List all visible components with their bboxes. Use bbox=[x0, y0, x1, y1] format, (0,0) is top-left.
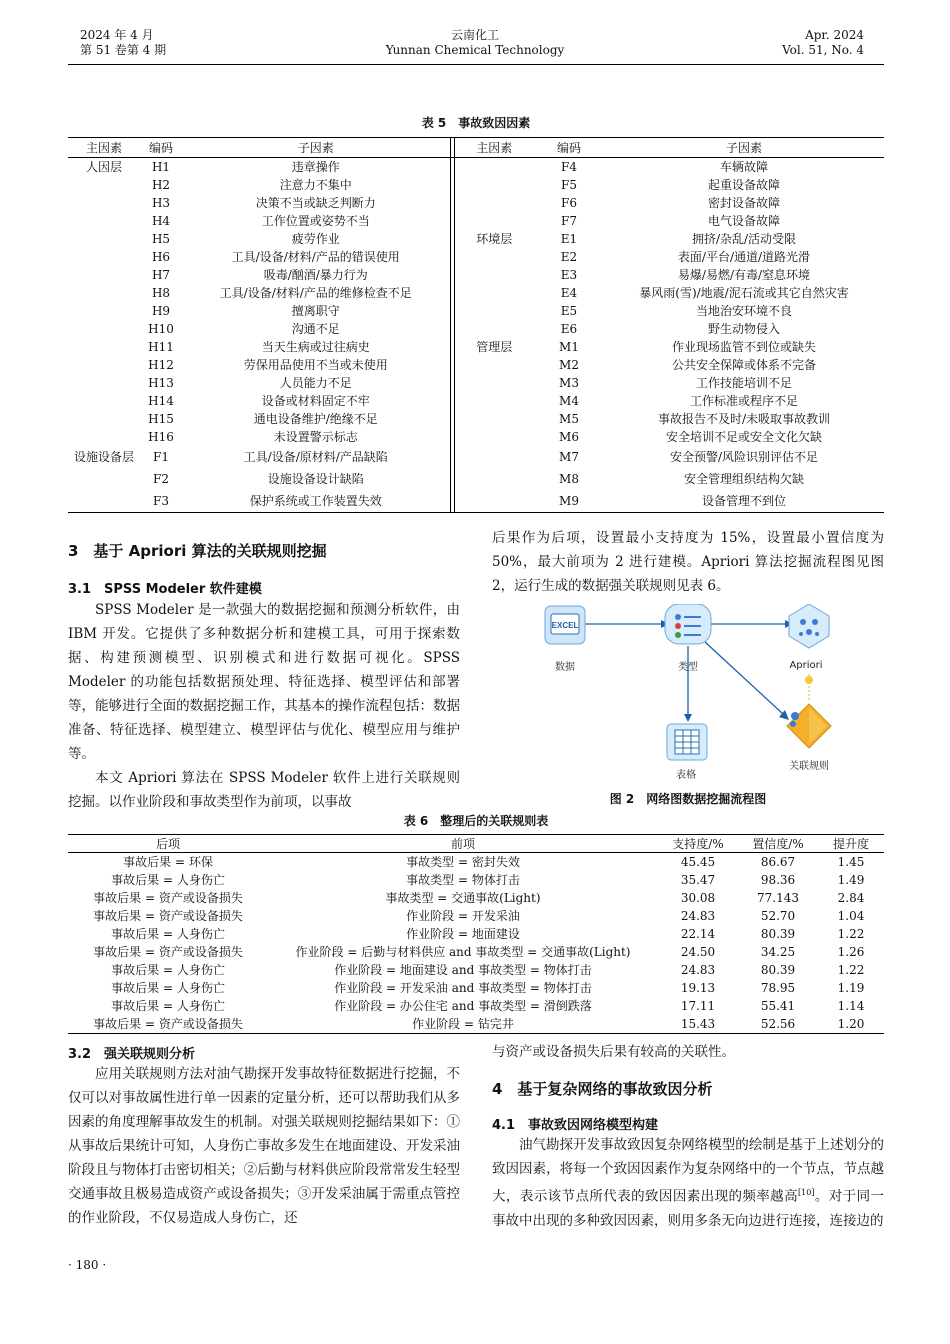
table5-cell: H4 bbox=[151, 214, 171, 228]
section3-1-title: 3.1 SPSS Modeler 软件建模 bbox=[68, 582, 262, 597]
table5-cell: 事故报告不及时/未吸取事故教训 bbox=[657, 412, 831, 426]
table5-cell: 擅离职守 bbox=[291, 304, 340, 318]
table6-row bbox=[68, 997, 884, 1015]
table5-row bbox=[68, 266, 884, 284]
table5-header-cell: 编码 bbox=[534, 138, 604, 158]
figure2 bbox=[543, 604, 833, 782]
table5-cell bbox=[68, 392, 140, 410]
table6-cell: 19.13 bbox=[680, 981, 716, 995]
table6-cell: 77.143 bbox=[757, 891, 799, 905]
table6-cell: 事故后果 = 资产或设备损失 bbox=[93, 1017, 243, 1031]
table5-cell bbox=[454, 356, 534, 374]
table5-cell: 违章操作 bbox=[291, 160, 340, 174]
table6-cell: 52.70 bbox=[760, 909, 796, 923]
table5-cell: 电气设备故障 bbox=[707, 214, 780, 228]
table5-cell: 工作标准或程序不足 bbox=[689, 394, 798, 408]
table5-row bbox=[68, 392, 884, 410]
table5-cell: H2 bbox=[151, 178, 171, 192]
table5-cell: M4 bbox=[559, 394, 579, 408]
table6-cell: 事故后果 = 人身伤亡 bbox=[111, 981, 225, 995]
table5-cell: 当地治安环境不良 bbox=[695, 304, 792, 318]
table6-cell: 1.14 bbox=[837, 999, 865, 1013]
table5-row bbox=[68, 468, 884, 490]
table5-cell: E4 bbox=[560, 286, 578, 300]
table6-cell: 事故后果 = 人身伤亡 bbox=[111, 873, 225, 887]
table6-cell: 24.50 bbox=[680, 945, 716, 959]
table5-cell: E6 bbox=[560, 322, 578, 336]
header-date: 2024 年 4 月 bbox=[80, 28, 154, 42]
table6-cell: 15.43 bbox=[680, 1017, 716, 1031]
table6-cell: 事故类型 = 物体打击 bbox=[406, 873, 520, 887]
table5-cell: 工作技能培训不足 bbox=[695, 376, 792, 390]
table5-row bbox=[68, 248, 884, 266]
table5-cell bbox=[454, 410, 534, 428]
citation-ref: [10] bbox=[798, 1188, 815, 1197]
section3-2-para: 应用关联规则方法对油气勘探开发事故特征数据进行挖掘，不仅可以对事故属性进行单一因素的定量分析，还可以帮助我们从多因素的角度理解事故发生的机制。对强关联规则挖掘结果如下：①从事故后果统计可知，人身伤亡事故多发生在地面建设、开发采油阶段且与物体打击密切相关；②后勤与材料供应阶段常常发生轻型交通事故且极易造成资产或设备损失；③开发采油属于需重点管控的作业阶段，不仅易造成人身伤亡，还 bbox=[68, 1066, 460, 1226]
table5-cell: 车辆故障 bbox=[719, 160, 768, 174]
header-right bbox=[782, 28, 864, 58]
table5-cell: 决策不当或缺乏判断力 bbox=[255, 196, 376, 210]
header-volume: 第 51 卷第 4 期 bbox=[80, 43, 167, 57]
table5-cell: M7 bbox=[559, 450, 579, 464]
table6-cell: 事故后果 = 资产或设备损失 bbox=[93, 909, 243, 923]
table5-cell: H6 bbox=[151, 250, 171, 264]
table5-cell: M2 bbox=[559, 358, 579, 372]
table5-row bbox=[68, 194, 884, 212]
section4-para-text-cont: 。对于同一事故中出现的多种致因因素，则用多条无向边进行连接，连接边的 bbox=[492, 1188, 885, 1229]
table6-cell: 作业阶段 = 办公住宅 and 事故类型 = 滑倒跌落 bbox=[334, 999, 592, 1013]
table5-cell bbox=[68, 374, 140, 392]
table5-cell: F4 bbox=[561, 160, 577, 174]
table6-cell: 事故类型 = 交通事故(Light) bbox=[385, 891, 541, 905]
table5-row bbox=[68, 212, 884, 230]
table6-row bbox=[68, 925, 884, 943]
table5-cell: 通电设备维护/绝缘不足 bbox=[253, 412, 378, 426]
table5-cell: 设施设备层 bbox=[73, 450, 134, 464]
table6 bbox=[68, 834, 884, 1034]
table5-cell: H16 bbox=[148, 430, 174, 444]
table6-row bbox=[68, 907, 884, 925]
table5-cell bbox=[68, 356, 140, 374]
table5-cell bbox=[68, 468, 140, 490]
table5-cell: 吸毒/酗酒/暴力行为 bbox=[263, 268, 368, 282]
table5-cell: 环境层 bbox=[476, 232, 513, 246]
table5-cell bbox=[454, 428, 534, 446]
table5-row bbox=[68, 490, 884, 513]
table5-row bbox=[68, 284, 884, 302]
table5-cell: M1 bbox=[559, 340, 579, 354]
table5-cell: E3 bbox=[560, 268, 578, 282]
table6-cell: 78.95 bbox=[760, 981, 796, 995]
table5-cell: H9 bbox=[151, 304, 171, 318]
table5-cell: 沟通不足 bbox=[291, 322, 340, 336]
table5-cell: E2 bbox=[560, 250, 578, 264]
table5-header-cell: 子因素 bbox=[182, 138, 450, 158]
table5-cell: 疲劳作业 bbox=[291, 232, 340, 246]
table6-cell: 事故后果 = 人身伤亡 bbox=[111, 963, 225, 977]
table5-cell: H12 bbox=[148, 358, 174, 372]
table6-cell: 30.08 bbox=[680, 891, 716, 905]
apriori-sun-icon bbox=[805, 676, 813, 684]
table5-cell bbox=[454, 320, 534, 338]
table5-cell: 密封设备故障 bbox=[707, 196, 780, 210]
table5-caption: 表 5 事故致因因素 bbox=[421, 116, 531, 130]
table5-header-row bbox=[68, 138, 884, 158]
table5-cell: 设备管理不到位 bbox=[701, 494, 786, 508]
table6-cell: 作业阶段 = 地面建设 bbox=[406, 927, 520, 941]
section3-2-cont: 与资产或设备损失后果有较高的关联性。 bbox=[492, 1044, 735, 1060]
header-date-en: Apr. 2024 bbox=[805, 28, 864, 42]
table5-header-cell: 子因素 bbox=[604, 138, 884, 158]
table6-header-cell: 支持度/% bbox=[658, 835, 738, 853]
table5-row bbox=[68, 356, 884, 374]
table6-cell: 1.22 bbox=[837, 963, 865, 977]
table5-cell: H11 bbox=[148, 340, 174, 354]
header-volume-en: Vol. 51, No. 4 bbox=[782, 43, 864, 57]
table5-cell bbox=[454, 468, 534, 490]
table5-cell: M8 bbox=[559, 472, 579, 486]
node-label-table: 表格 bbox=[676, 770, 696, 781]
figure2-caption: 图 2 网络图数据挖掘流程图 bbox=[609, 792, 767, 806]
table5-cell: 注意力不集中 bbox=[279, 178, 352, 192]
section4-para-text: 油气勘探开发事故致因复杂网络模型的绘制是基于上述划分的致因因素，将每一个致因因素作为复杂网络中的一个节点，节点越大，表示该节点所代表的致因因素出现的频率越高 bbox=[492, 1137, 884, 1205]
table5-cell bbox=[68, 248, 140, 266]
section3-title: 3 基于 Apriori 算法的关联规则挖掘 bbox=[68, 542, 327, 560]
table5-cell bbox=[454, 490, 534, 513]
table6-cell: 45.45 bbox=[680, 855, 716, 869]
table6-row bbox=[68, 889, 884, 907]
table5-cell: H7 bbox=[151, 268, 171, 282]
table6-cell: 作业阶段 = 开发采油 and 事故类型 = 物体打击 bbox=[334, 981, 592, 995]
table5-cell bbox=[68, 490, 140, 513]
table5-cell bbox=[454, 248, 534, 266]
table6-cell: 作业阶段 = 后勤与材料供应 and 事故类型 = 交通事故(Light) bbox=[295, 945, 631, 959]
table5-row bbox=[68, 374, 884, 392]
table5-row bbox=[68, 410, 884, 428]
table6-cell: 86.67 bbox=[760, 855, 796, 869]
table5-row bbox=[68, 302, 884, 320]
section3-1-para2: 本文 Apriori 算法在 SPSS Modeler 软件上进行关联规则挖掘。以作业阶段和事故类型作为前项，以事故 bbox=[68, 770, 460, 810]
table5-cell bbox=[68, 194, 140, 212]
table6-header-row bbox=[68, 835, 884, 853]
table5-cell: 表面/平台/通道/道路光滑 bbox=[677, 250, 811, 264]
page-number: · 180 · bbox=[68, 1258, 107, 1272]
node-label-apriori: Apriori bbox=[789, 660, 823, 671]
table5 bbox=[68, 137, 884, 513]
table5-cell: H13 bbox=[148, 376, 174, 390]
table5-row bbox=[68, 428, 884, 446]
table5-cell bbox=[68, 302, 140, 320]
table5-row bbox=[68, 338, 884, 356]
table6-cell: 80.39 bbox=[760, 963, 796, 977]
section4-1-para bbox=[492, 1133, 884, 1233]
table5-cell: F3 bbox=[153, 494, 169, 508]
table5-cell: 安全预警/风险识别评估不足 bbox=[669, 450, 819, 464]
table5-cell: M5 bbox=[559, 412, 579, 426]
table6-cell: 1.04 bbox=[837, 909, 865, 923]
section4-title: 4 基于复杂网络的事故致因分析 bbox=[492, 1080, 713, 1098]
table5-header-cell: 主因素 bbox=[68, 138, 140, 158]
table6-row bbox=[68, 961, 884, 979]
table6-cell: 事故后果 = 人身伤亡 bbox=[111, 999, 225, 1013]
table5-cell: H14 bbox=[148, 394, 174, 408]
table6-header-cell: 提升度 bbox=[818, 835, 884, 853]
table5-cell: 拥挤/杂乱/活动受限 bbox=[691, 232, 797, 246]
table5-cell bbox=[68, 230, 140, 248]
table5-cell bbox=[454, 374, 534, 392]
table6-cell: 98.36 bbox=[760, 873, 796, 887]
table5-cell: 保护系统或工作装置失效 bbox=[249, 494, 382, 508]
table6-cell: 事故后果 = 环保 bbox=[123, 855, 213, 869]
table5-cell: E5 bbox=[560, 304, 578, 318]
table5-row bbox=[68, 158, 884, 177]
table6-caption: 表 6 整理后的关联规则表 bbox=[403, 814, 549, 828]
table5-cell bbox=[68, 284, 140, 302]
table6-cell: 2.84 bbox=[837, 891, 865, 905]
table5-cell: H3 bbox=[151, 196, 171, 210]
table5-cell bbox=[454, 212, 534, 230]
figure2-flowchart bbox=[543, 604, 833, 782]
table5-cell: 管理层 bbox=[476, 340, 513, 354]
table6-cell: 事故后果 = 资产或设备损失 bbox=[93, 945, 243, 959]
section4-1-title: 4.1 事故致因网络模型构建 bbox=[492, 1118, 659, 1133]
table5-body bbox=[68, 158, 884, 513]
table5-cell bbox=[454, 158, 534, 177]
table5-cell: M9 bbox=[559, 494, 579, 508]
table5-cell bbox=[68, 428, 140, 446]
table5-cell: 安全培训不足或安全文化欠缺 bbox=[665, 430, 822, 444]
table6-cell: 52.56 bbox=[760, 1017, 796, 1031]
table5-cell: 安全管理组织结构欠缺 bbox=[683, 472, 804, 486]
table6-row bbox=[68, 943, 884, 961]
table6-cell: 1.19 bbox=[837, 981, 865, 995]
table6-cell: 24.83 bbox=[680, 963, 716, 977]
table5-cell: H10 bbox=[148, 322, 174, 336]
apriori-node-icon bbox=[789, 604, 829, 648]
table5-cell: F5 bbox=[561, 178, 577, 192]
table5-cell bbox=[68, 176, 140, 194]
table5-cell: 人员能力不足 bbox=[279, 376, 352, 390]
table6-body bbox=[68, 853, 884, 1034]
table5-row bbox=[68, 320, 884, 338]
table6-cell: 35.47 bbox=[680, 873, 716, 887]
table5-cell: 人因层 bbox=[85, 160, 122, 174]
table5-header-cell: 编码 bbox=[140, 138, 182, 158]
table5-cell bbox=[454, 176, 534, 194]
type-node-icon bbox=[665, 604, 711, 644]
table5-cell: 作业现场监管不到位或缺失 bbox=[671, 340, 816, 354]
table5-cell: F2 bbox=[153, 472, 169, 486]
table6-cell: 1.49 bbox=[837, 873, 865, 887]
table5-cell: 工具/设备/材料/产品的错误使用 bbox=[231, 250, 400, 264]
table5-cell bbox=[454, 392, 534, 410]
table5-cell: H5 bbox=[151, 232, 171, 246]
table6-cell: 事故后果 = 资产或设备损失 bbox=[93, 891, 243, 905]
table5-cell: E1 bbox=[560, 232, 578, 246]
header-rule bbox=[68, 64, 884, 65]
table6-cell: 事故类型 = 密封失效 bbox=[406, 855, 520, 869]
table5-cell bbox=[68, 266, 140, 284]
table5-cell: 设施设备设计缺陷 bbox=[267, 472, 364, 486]
table5-cell: H15 bbox=[148, 412, 174, 426]
table5-cell: 设备或材料固定不牢 bbox=[261, 394, 370, 408]
table6-cell: 1.45 bbox=[837, 855, 865, 869]
table5-cell bbox=[454, 302, 534, 320]
table5-cell: 暴风雨(雪)/地震/泥石流或其它自然灾害 bbox=[639, 286, 849, 300]
section3-1-para1: SPSS Modeler 是一款强大的数据挖掘和预测分析软件，由 IBM 开发。它提供了多种数据分析和建模工具，可用于探索数据、构建预测模型、识别模式和进行数据可视化。SPSS Modeler 的功能包括数据预处理、特征选择、模型评估和部署等，能够进行全面的数据挖掘工作，其基本的操作流程包括：数据准备、特征选择、模型建立、模型评估与优化、模型应用与维护等。 bbox=[68, 602, 460, 762]
table6-cell: 80.39 bbox=[760, 927, 796, 941]
section3-1-right-para: 后果作为后项，设置最小支持度为 15%，设置最小置信度为 50%，最大前项为 2 进行建模。Apriori 算法挖掘流程图见图 2，运行生成的数据强关联规则见表 6。 bbox=[492, 530, 884, 594]
node-label-data: 数据 bbox=[555, 662, 575, 673]
arrow-type-table bbox=[684, 714, 692, 722]
table5-cell: 野生动物侵入 bbox=[707, 322, 780, 336]
table6-cell: 34.25 bbox=[760, 945, 796, 959]
table5-cell: 劳保用品使用不当或未使用 bbox=[243, 358, 388, 372]
table6-cell: 24.83 bbox=[680, 909, 716, 923]
table5-cell bbox=[454, 194, 534, 212]
table5-row bbox=[68, 176, 884, 194]
table6-header-cell: 置信度/% bbox=[738, 835, 818, 853]
section3-2-title: 3.2 强关联规则分析 bbox=[68, 1047, 196, 1062]
journal-title-en: Yunnan Chemical Technology bbox=[385, 43, 565, 57]
table5-cell bbox=[68, 320, 140, 338]
table5-cell: 工具/设备/材料/产品的维修检查不足 bbox=[219, 286, 412, 300]
edge-type-rules bbox=[705, 642, 783, 714]
table5-cell bbox=[68, 338, 140, 356]
table5-row bbox=[68, 230, 884, 248]
table6-cell: 22.14 bbox=[680, 927, 716, 941]
node-label-rules: 关联规则 bbox=[789, 761, 829, 772]
table5-cell: F6 bbox=[561, 196, 577, 210]
node-label-type: 类型 bbox=[678, 662, 698, 673]
table6-header-cell: 后项 bbox=[68, 835, 268, 853]
table6-cell: 17.11 bbox=[680, 999, 716, 1013]
table5-cell: 工作位置或姿势不当 bbox=[261, 214, 370, 228]
table6-cell: 作业阶段 = 开发采油 bbox=[406, 909, 520, 923]
table6-row bbox=[68, 979, 884, 997]
table5-cell: 起重设备故障 bbox=[707, 178, 780, 192]
table6-row bbox=[68, 853, 884, 872]
table5-header-cell: 主因素 bbox=[454, 138, 534, 158]
table5-cell: 当天生病或过往病史 bbox=[261, 340, 370, 354]
table6-cell: 55.41 bbox=[760, 999, 796, 1013]
table6-row bbox=[68, 1015, 884, 1034]
table5-cell bbox=[68, 212, 140, 230]
journal-title-cn: 云南化工 bbox=[450, 28, 499, 42]
table6-cell: 1.20 bbox=[837, 1017, 865, 1031]
table6-cell: 1.22 bbox=[837, 927, 865, 941]
table5-row bbox=[68, 446, 884, 468]
table5-cell: M3 bbox=[559, 376, 579, 390]
table5-cell: H8 bbox=[151, 286, 171, 300]
table6-cell: 事故后果 = 人身伤亡 bbox=[111, 927, 225, 941]
table5-cell: M6 bbox=[559, 430, 579, 444]
excel-label: EXCEL bbox=[551, 621, 579, 630]
table5-cell bbox=[68, 410, 140, 428]
table5-cell: F7 bbox=[561, 214, 577, 228]
table5-cell: 未设置警示标志 bbox=[273, 430, 358, 444]
table5-cell: 工具/设备/原材料/产品缺陷 bbox=[243, 450, 388, 464]
table5-cell bbox=[454, 446, 534, 468]
table6-cell: 1.26 bbox=[837, 945, 865, 959]
table5-cell bbox=[454, 284, 534, 302]
table6-row bbox=[68, 871, 884, 889]
table6-cell: 作业阶段 = 地面建设 and 事故类型 = 物体打击 bbox=[334, 963, 592, 977]
table5-cell: F1 bbox=[153, 450, 169, 464]
table5-cell: 易爆/易燃/有毒/窒息环境 bbox=[677, 268, 811, 282]
table6-cell: 作业阶段 = 钻完井 bbox=[412, 1017, 514, 1031]
table5-cell: H1 bbox=[151, 160, 171, 174]
table5-cell bbox=[454, 266, 534, 284]
table6-header-cell: 前项 bbox=[268, 835, 658, 853]
table5-cell: 公共安全保障或体系不完备 bbox=[671, 358, 816, 372]
